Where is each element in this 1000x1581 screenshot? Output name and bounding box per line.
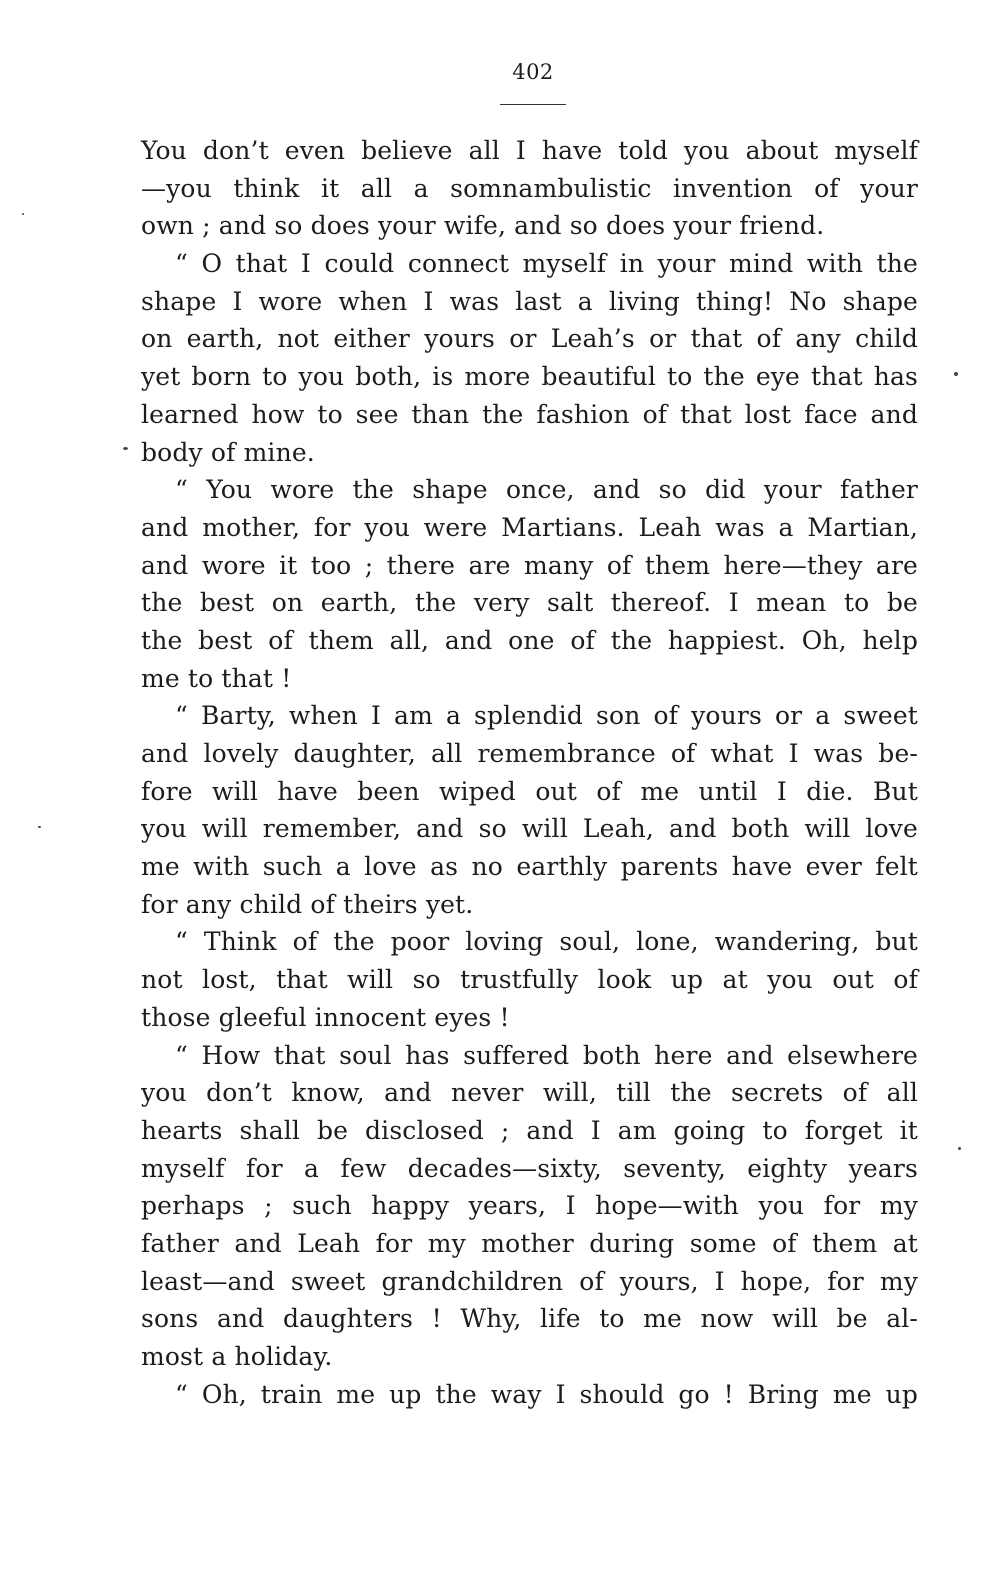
text-line: and mother, for you were Martians. Leah was a Martian, bbox=[141, 512, 918, 542]
text-line: least—and sweet grandchildren of yours, I hope, for my bbox=[141, 1266, 918, 1296]
scan-speck bbox=[22, 213, 24, 215]
scan-speck bbox=[123, 447, 128, 450]
text-line: You don’t even believe all I have told you about myself bbox=[141, 136, 918, 165]
text-line: me to that ! bbox=[141, 663, 292, 693]
text-line: you don’t know, and never will, till the secrets of all bbox=[141, 1078, 918, 1108]
text-line: “ You wore the shape once, and so did your father bbox=[175, 475, 918, 505]
text-line: yet born to you both, is more beautiful to the eye that has bbox=[141, 362, 918, 392]
text-line: the best of them all, and one of the happiest. Oh, help bbox=[141, 625, 918, 655]
text-line: body of mine. bbox=[141, 437, 315, 467]
text-line: me with such a love as no earthly parents have ever felt bbox=[141, 852, 918, 882]
page-number: 402 bbox=[512, 60, 554, 84]
text-line: “ How that soul has suffered both here and elsewhere bbox=[175, 1040, 918, 1070]
text-line: shape I wore when I was last a living thing! No shape bbox=[141, 286, 918, 316]
text-line: fore will have been wiped out of me until I die. But bbox=[141, 776, 918, 806]
body-text bbox=[141, 132, 918, 1413]
scan-speck bbox=[958, 1147, 961, 1150]
scan-speck bbox=[38, 826, 41, 828]
text-line: and wore it too ; there are many of them here—they are bbox=[141, 550, 918, 580]
text-line: own ; and so does your wife, and so does your friend. bbox=[141, 211, 825, 241]
text-line: those gleeful innocent eyes ! bbox=[141, 1002, 510, 1032]
text-line: —you think it all a somnambulistic invention of your bbox=[141, 173, 918, 203]
page-number-rule bbox=[500, 104, 566, 105]
text-line: sons and daughters ! Why, life to me now will be al- bbox=[141, 1304, 918, 1334]
text-line: hearts shall be disclosed ; and I am going to forget it bbox=[141, 1115, 918, 1145]
text-line: the best on earth, the very salt thereof. I mean to be bbox=[141, 588, 918, 618]
text-line: and lovely daughter, all remembrance of what I was be- bbox=[141, 739, 918, 768]
text-line: you will remember, and so will Leah, and both will love bbox=[141, 814, 918, 844]
text-line: on earth, not either yours or Leah’s or that of any child bbox=[141, 324, 918, 354]
text-line: perhaps ; such happy years, I hope—with you for my bbox=[141, 1191, 918, 1221]
text-line: myself for a few decades—sixty, seventy, eighty years bbox=[141, 1153, 918, 1183]
text-line: for any child of theirs yet. bbox=[141, 889, 474, 919]
scan-speck bbox=[954, 372, 958, 376]
text-line: “ O that I could connect myself in your mind with the bbox=[175, 249, 918, 279]
text-line: “ Oh, train me up the way I should go ! Bring me up bbox=[175, 1379, 918, 1409]
text-line: learned how to see than the fashion of that lost face and bbox=[141, 399, 918, 429]
text-line: most a holiday. bbox=[141, 1342, 333, 1371]
text-line: “ Think of the poor loving soul, lone, wandering, but bbox=[175, 927, 918, 957]
text-line: “ Barty, when I am a splendid son of yours or a sweet bbox=[175, 701, 918, 731]
text-line: father and Leah for my mother during some of them at bbox=[141, 1228, 918, 1258]
text-line: not lost, that will so trustfully look up at you out of bbox=[141, 965, 918, 995]
